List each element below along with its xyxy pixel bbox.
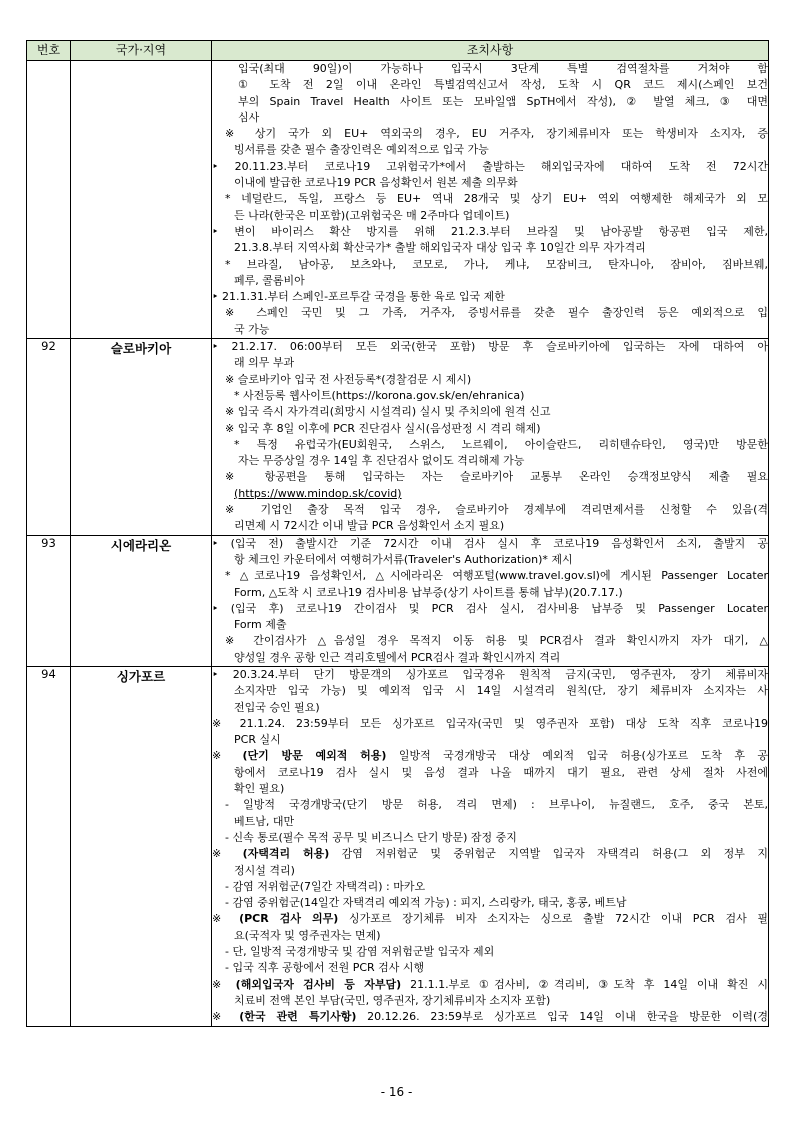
measure-line [212,633,768,649]
line-text: 래 의무 부과 [234,356,295,370]
line-prefix: ※ [212,1010,240,1024]
line-text: ※ 입국 후 8일 이후에 PCR 진단검사 실시(음성판정 시 격리 해제) [225,421,541,435]
measure-line [212,928,768,944]
line-text: 부의 Spain Travel Health 사이트 또는 모바일앱 SpTH에서 작성), ② 발열 체크, ③ 대면 [238,94,768,108]
line-text: ‣ 20.3.24.부터 단기 방문객의 싱가포르 입국경유 원칙적 금지(국민, 영주권자, 장기 체류비자 [212,667,768,681]
line-text: * 네덜란드, 독일, 프랑스 등 EU+ 역내 28개국 및 상기 EU+ 역외 여행제한 해제국가 외 모 [225,192,768,206]
line-text: ‣ 변이 바이러스 확산 방지를 위해 21.2.3.부터 브라질 및 남아공발 항공편 입국 제한, [212,224,768,238]
table-row [27,339,769,536]
measure-line [212,240,768,256]
line-text: * 브라질, 남아공, 보츠와나, 코모로, 가나, 케냐, 모잠비크, 탄자니아, 잠비아, 짐바브웨, [225,257,768,271]
line-text: ※ 간이검사가 △음성일 경우 목적지 이동 허용 및 PCR검사 결과 확인시까지 자가 대기, △ [225,634,768,648]
line-text: PCR 실시 [234,733,281,747]
measure-line [212,700,768,716]
measure-line [212,765,768,781]
measure-line [212,781,768,797]
line-text: - 감염 저위험군(7일간 자택격리) : 마카오 [225,879,426,893]
measure-line [212,650,768,666]
row-measures [212,339,769,536]
measure-line [212,568,768,584]
measure-line [212,469,768,485]
measure-line [212,960,768,976]
measure-line [212,77,768,93]
line-text: 든 나라(한국은 미포함)(고위험국은 매 2주마다 업데이트) [234,208,510,222]
header-measures: 조치사항 [212,41,769,61]
measure-line [212,683,768,699]
line-text: - 감염 중위험군(14일간 자택격리 예외적 가능) : 피지, 스리랑카, 태국, 홍콩, 베트남 [225,896,627,910]
line-text: 싱가포르 장기체류 비자 소지자는 싱으로 출발 72시간 이내 PCR 검사 필 [338,912,768,926]
measure-line [212,667,768,683]
line-text: 베트남, 대만 [234,814,295,828]
table-header-row [27,41,769,61]
line-text: 국 가능 [234,322,270,336]
line-text: ‣ 21.1.31.부터 스페인-포르투갈 국경을 통한 육로 입국 제한 [212,290,505,304]
line-text: * 사전등록 웹사이트(https://korona.gov.sk/en/ehranica) [234,388,525,402]
measure-line [212,61,768,77]
line-text: * 특정 유럽국가(EU회원국, 스위스, 노르웨이, 아이슬란드, 리히텐슈타인, 영국)만 방문한 [234,437,768,451]
line-text: 일방적 국경개방국 대상 예외적 입국 허용(싱가포르 도착 후 공 [386,749,768,763]
measure-line [212,895,768,911]
measure-line [212,502,768,518]
line-bold-heading: (단기 방문 예외적 허용) [242,749,387,763]
measure-line [212,437,768,453]
row-country [71,61,212,339]
header-country: 국가·지역 [71,41,212,61]
row-measures [212,61,769,339]
line-text: ※ 21.1.24. 23:59부터 모든 싱가포르 입국자(국민 및 영주권자 포함) 대상 도착 직후 코로나19 [212,716,768,730]
page-number: - 16 - [380,1085,413,1099]
measure-line [212,911,768,927]
table-row [27,535,769,666]
line-text: 자는 무증상일 경우 14일 후 진단검사 없이도 격리해제 가능 [238,454,525,468]
measure-line [212,748,768,764]
line-text: 항에서 코로나19 검사 실시 및 음성 결과 나올 때까지 대기 필요, 관련 상세 절차 사전에 [234,765,768,779]
measure-line [212,142,768,158]
line-text: 감염 저위험군 및 중위험군 지역발 입국자 자택격리 허용(그 외 정부 지 [329,847,768,861]
row-number: 93 [27,535,71,666]
line-link[interactable]: (https://www.mindop.sk/covid) [234,486,402,500]
measure-line [212,94,768,110]
line-prefix: ※ [212,912,240,926]
line-text: 리면제 시 72시간 이내 발급 PCR 음성확인서 소지 필요) [234,519,505,533]
line-text: 양성일 경우 공항 인근 격리호텔에서 PCR검사 결과 확인시까지 격리 [234,650,561,664]
measure-line [212,977,768,993]
line-text: 정시설 격리) [234,863,295,877]
line-text: Form 제출 [234,618,287,632]
row-measures [212,535,769,666]
measure-line [212,1009,768,1025]
measure-line [212,273,768,289]
measure-line [212,110,768,126]
line-text: - 단, 일방적 국경개방국 및 감염 저위험군발 입국자 제외 [225,945,495,959]
measure-line [212,355,768,371]
line-text: 빙서류를 갖춘 필수 출장인력은 예외적으로 입국 가능 [234,143,489,157]
measure-line [212,453,768,469]
row-number: 92 [27,339,71,536]
measure-line [212,339,768,355]
measure-line [212,191,768,207]
measure-line [212,732,768,748]
measure-line [212,486,768,502]
measure-line [212,289,768,305]
line-bold-heading: (PCR 검사 의무) [239,912,339,926]
measure-line [212,716,768,732]
line-text: 소지자만 입국 가능) 및 예외적 입국 시 14일 시설격리 원칙(단, 장기 체류비자 소지자는 사 [234,684,768,698]
measure-line [212,879,768,895]
table-row [27,61,769,339]
line-text: 페루, 콜롬비아 [234,273,305,287]
row-country: 슬로바키아 [71,339,212,536]
line-text: ※ 스페인 국민 및 그 가족, 거주자, 증빙서류를 갖춘 필수 출장인력 등은 예외적으로 입 [225,306,768,320]
measure-line [212,208,768,224]
measure-line [212,601,768,617]
measure-line [212,372,768,388]
line-text: ① 도착 전 2일 이내 온라인 특별검역신고서 작성, 도착 시 QR 코드 제시(스페인 보건 [238,78,768,92]
line-text: Form, △도착 시 코로나19 검사비용 납부증(상기 사이트를 통해 납부)(20.7.17.) [234,585,623,599]
line-bold-heading: (자택격리 허용) [242,847,330,861]
row-number: 94 [27,666,71,1026]
line-prefix: ※ [212,977,236,991]
row-measures [212,666,769,1026]
measure-line [212,404,768,420]
measure-line [212,552,768,568]
line-text: - 일방적 국경개방국(단기 방문 허용, 격리 면제) : 브루나이, 뉴질랜드, 호주, 중국 본토, [225,798,768,812]
measure-line [212,863,768,879]
line-text: 항 체크인 카운터에서 여행허가서류(Traveler's Authorization)* 제시 [234,552,573,566]
line-text: - 입국 직후 공항에서 전원 PCR 검사 시행 [225,961,425,975]
header-number: 번호 [27,41,71,61]
measure-line [212,830,768,846]
table-row [27,666,769,1026]
measure-line [212,797,768,813]
line-text: ※ 슬로바키아 입국 전 사전등록*(경찰검문 시 제시) [225,372,472,386]
row-number [27,61,71,339]
measure-line [212,617,768,633]
table-body [27,61,769,1027]
line-bold-heading: (한국 관련 특기사항) [239,1010,357,1024]
measure-line [212,993,768,1009]
line-text: ※ 항공편을 통해 입국하는 자는 슬로바키아 교통부 온라인 승객정보양식 제출 필요 [225,470,768,484]
measure-line [212,388,768,404]
line-text: 입국(최대 90일)이 가능하나 입국시 3단계 특별 검역절차를 거쳐야 함 [238,62,768,75]
line-prefix: ※ [212,749,243,763]
measure-line [212,944,768,960]
line-text: - 신속 통로(필수 목적 공무 및 비즈니스 단기 방문) 잠정 중지 [225,830,517,844]
line-text: 21.3.8.부터 지역사회 확산국가* 출발 해외입국자 대상 입국 후 10일간 의무 자가격리 [234,241,646,255]
measure-line [212,814,768,830]
measure-line [212,585,768,601]
line-text: ‣ (입국 전) 출발시간 기준 72시간 이내 검사 실시 후 코로나19 음성확인서 소지, 출발지 공 [212,536,768,550]
measure-line [212,421,768,437]
line-text: 이내에 발급한 코로나19 PCR 음성확인서 원본 제출 의무화 [234,176,518,190]
line-text: ※ 입국 즉시 자가격리(희망시 시설격리) 실시 및 주치의에 원격 신고 [225,405,551,419]
line-bold-heading: (해외입국자 검사비 등 자부담) [235,977,402,991]
measure-line [212,305,768,321]
row-country: 싱가포르 [71,666,212,1026]
line-text: 심사 [238,110,260,124]
measure-line [212,126,768,142]
measure-line [212,224,768,240]
measure-line [212,518,768,534]
measure-line [212,257,768,273]
line-text: 확인 필요) [234,782,285,796]
line-prefix: ※ [212,847,243,861]
measures-table [26,40,769,1027]
line-text: 전입국 승인 필요) [234,700,320,714]
measure-line [212,322,768,338]
line-text: ※ 상기 국가 외 EU+ 역외국의 경우, EU 거주자, 장기체류비자 또는 학생비자 소지자, 증 [225,127,768,141]
line-text: ‣ 20.11.23.부터 코로나19 고위험국가*에서 출발하는 해외입국자에 대하여 도착 전 72시간 [212,159,768,173]
line-text: 20.12.26. 23:59부로 싱가포르 입국 14일 이내 한국을 방문한 이력(경 [356,1010,768,1024]
line-text: ‣ (입국 후) 코로나19 간이검사 및 PCR 검사 실시, 검사비용 납부증 및 Passenger Locater [212,601,768,615]
measure-line [212,175,768,191]
line-text: 요(국적자 및 영주권자는 면제) [234,928,381,942]
line-text: * △코로나19 음성확인서, △시에라리온 여행포털(www.travel.gov.sl)에 게시된 Passenger Locater [225,569,768,583]
row-country: 시에라리온 [71,535,212,666]
line-text: 21.1.1.부로 ①검사비, ②격리비, ③도착 후 14일 이내 확진 시 [401,977,768,991]
measure-line [212,159,768,175]
line-text: ‣ 21.2.17. 06:00부터 모든 외국(한국 포함) 방문 후 슬로바키아에 입국하는 자에 대하여 아 [212,340,768,354]
measure-line [212,846,768,862]
measure-line [212,536,768,552]
line-text: ※ 기업인 출장 목적 입국 경우, 슬로바키아 경제부에 격리면제서를 신청할 수 있음(격 [225,503,768,517]
line-text: 치료비 전액 본인 부담(국민, 영주권자, 장기체류비자 소지자 포함) [234,993,551,1007]
